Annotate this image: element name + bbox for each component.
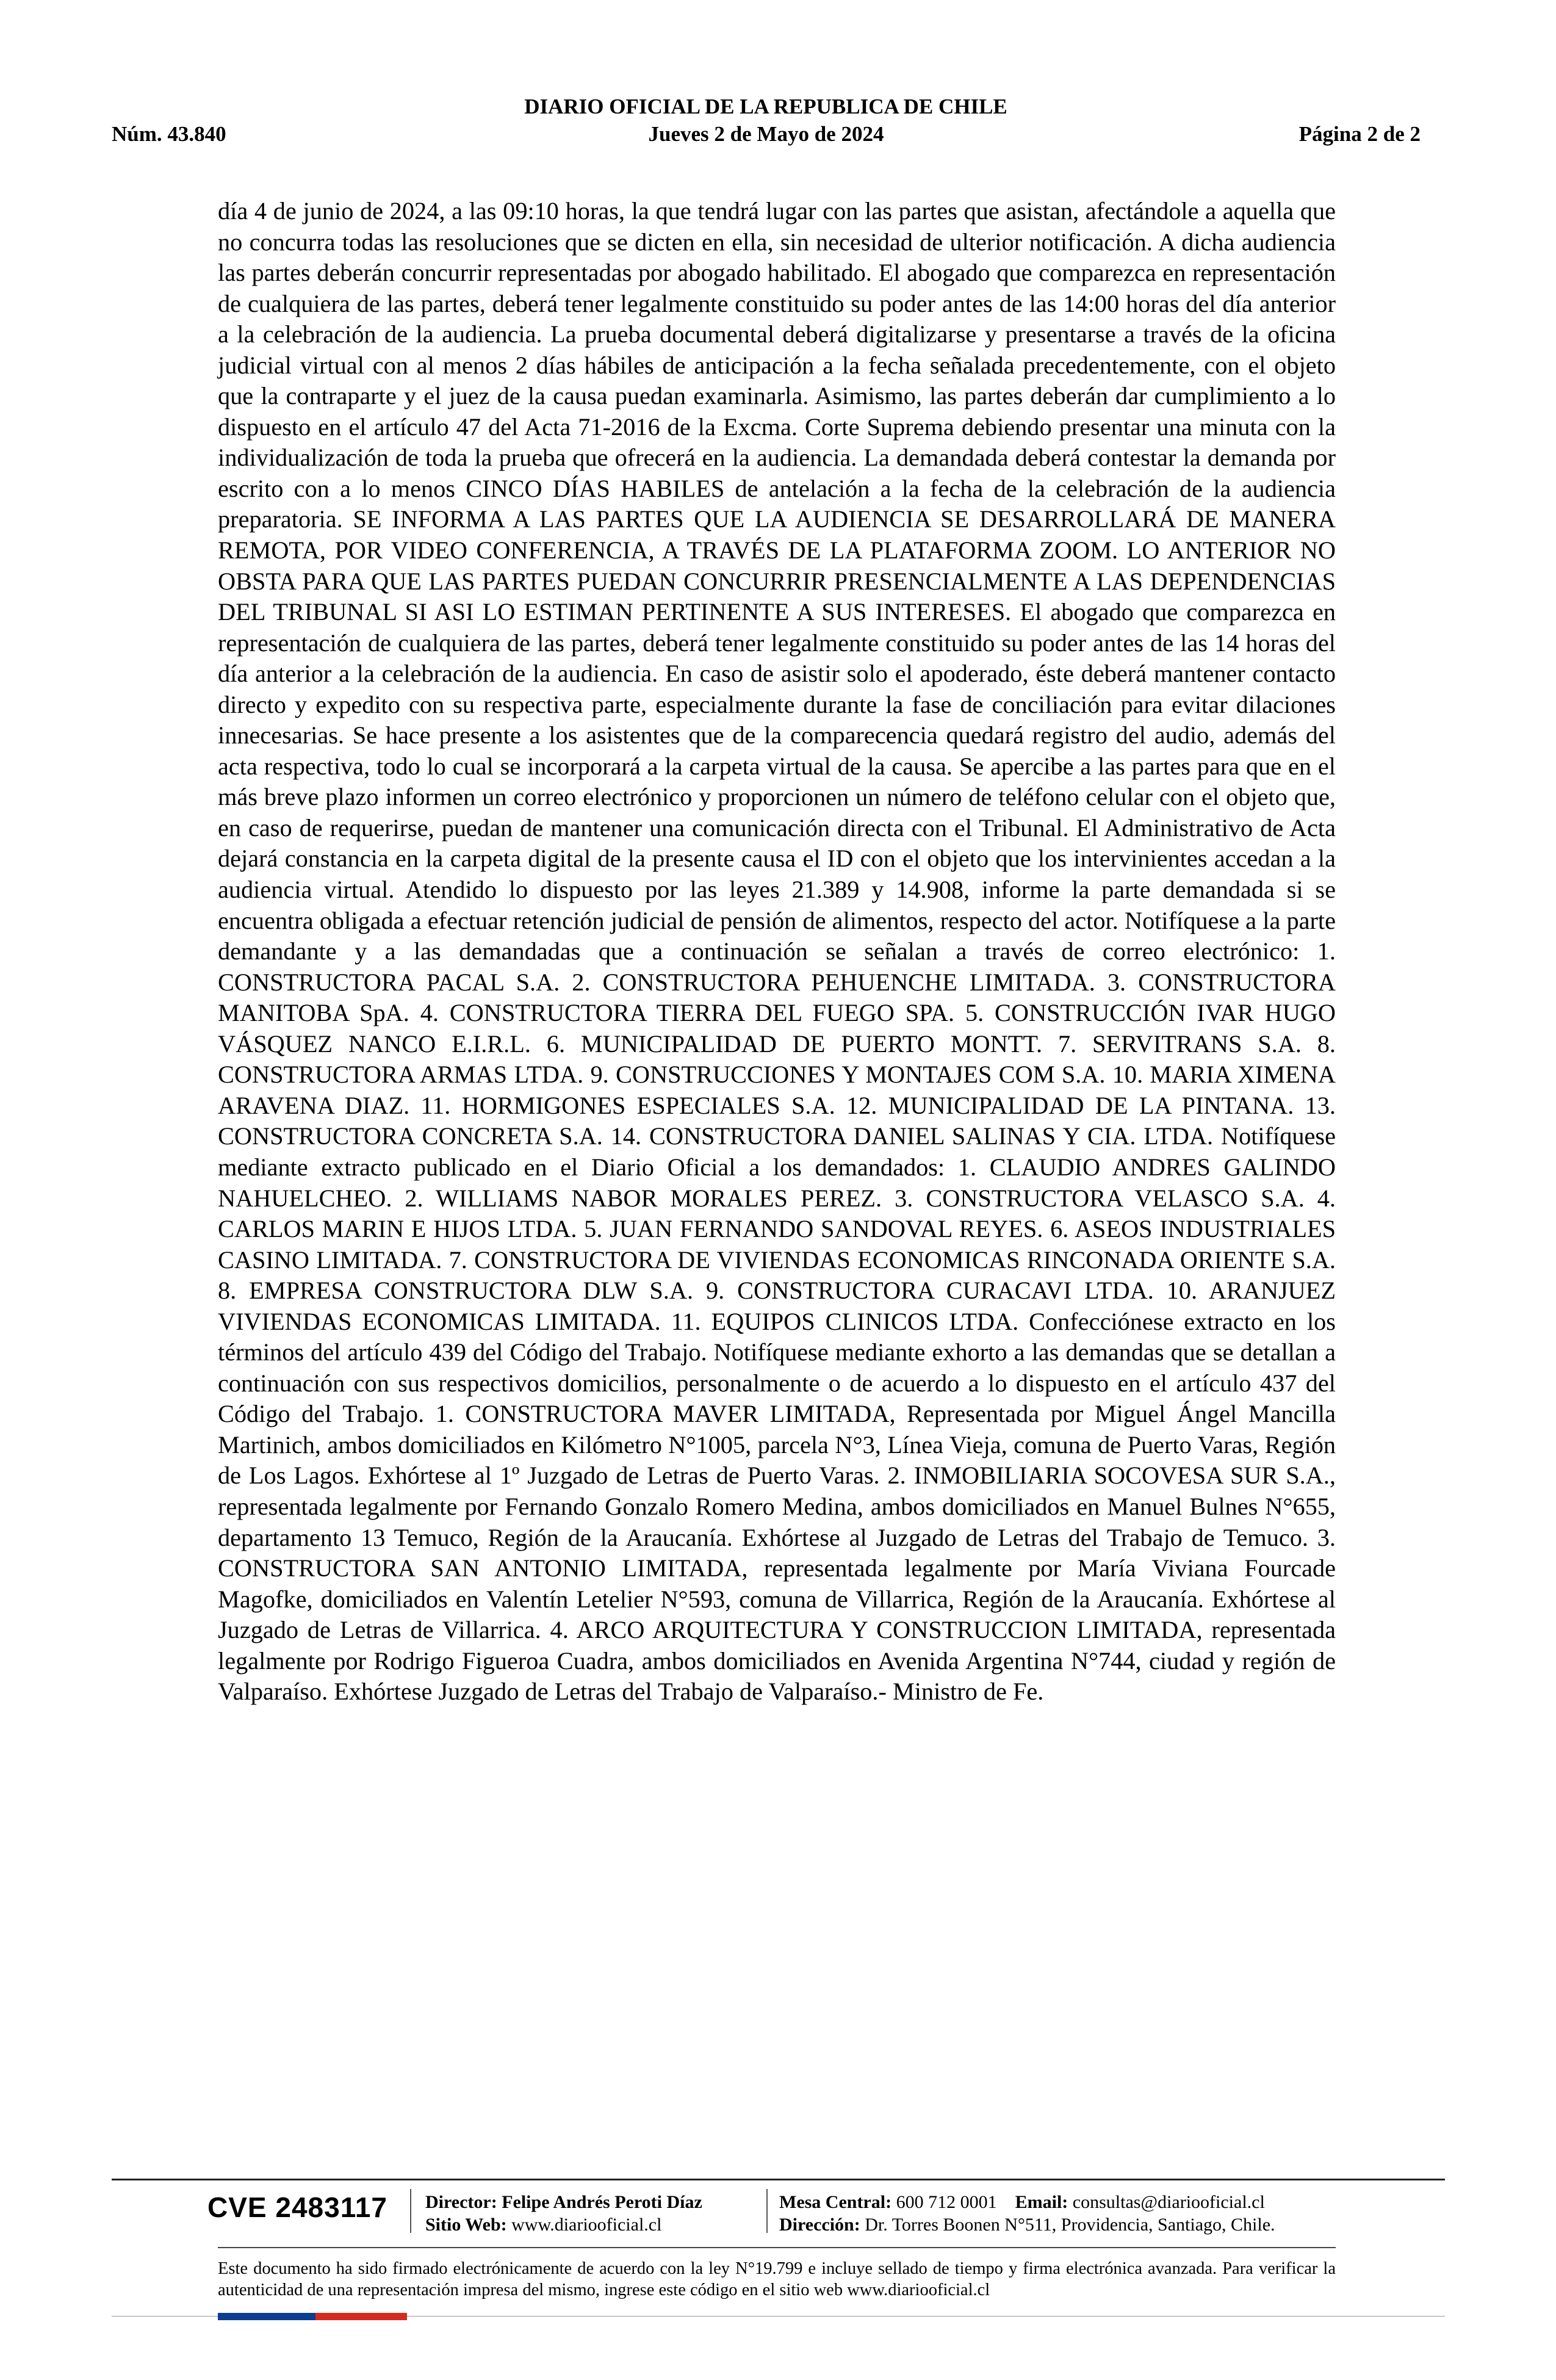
email-label: Email: — [1015, 2192, 1068, 2212]
site-label: Sitio Web: — [425, 2215, 507, 2235]
body-text: día 4 de junio de 2024, a las 09:10 horas, la que tendrá lugar con las partes que asistan, afectándole a aquella que no concurra todas las resoluciones que se dicten en ella, sin necesidad de ulterior notificación. A dicha audiencia las partes deberán concurrir representadas por abogado habilitado. El abogado que comparezca en representación de cualquiera de las partes, deberá tener legalmente constituido su poder antes de las 14:00 horas del día anterior a la celebración de la audiencia. La prueba documental deberá digitalizarse y presentarse a través de la oficina judicial virtual con al menos 2 días hábiles de anticipación a la fecha señalada precedentemente, con el objeto que la contraparte y el juez de la causa puedan examinarla. Asimismo, las partes deberán dar cumplimiento a lo dispuesto en el artículo 47 del Acta 71-2016 de la Excma. Corte Suprema debiendo presentar una minuta con la individualización de toda la prueba que ofrecerá en la audiencia. La demandada deberá contestar la demanda por escrito con a lo menos CINCO DÍAS HABILES de antelación a la fecha de la celebración de la audiencia preparatoria. SE INFORMA A LAS PARTES QUE LA AUDIENCIA SE DESARROLLARÁ DE MANERA REMOTA, POR VIDEO CONFERENCIA, A TRAVÉS DE LA PLATAFORMA ZOOM. LO ANTERIOR NO OBSTA PARA QUE LAS PARTES PUEDAN CONCURRIR PRESENCIALMENTE A LAS DEPENDENCIAS DEL TRIBUNAL SI ASI LO ESTIMAN PERTINENTE A SUS INTERESES. El abogado que comparezca en representación de cualquiera de las partes, deberá tener legalmente constituido su poder antes de las 14 horas del día anterior a la celebración de la audiencia. En caso de asistir solo el apoderado, éste deberá mantener contacto directo y expedito con su respectiva parte, especialmente durante la fase de conciliación para evitar dilaciones innecesarias. Se hace presente a los asistentes que de la comparecencia quedará registro del audio, además del acta respectiva, todo lo cual se incorporará a la carpeta virtual de la causa. Se apercibe a las partes para que en el más breve plazo informen un correo electrónico y proporcionen un número de teléfono celular con el objeto que, en caso de requerirse, puedan de mantener una comunicación directa con el Tribunal. El Administrativo de Acta dejará constancia en la carpeta digital de la presente causa el ID con el objeto que los intervinientes accedan a la audiencia virtual. Atendido lo dispuesto por las leyes 21.389 y 14.908, informe la parte demandada si se encuentra obligada a efectuar retención judicial de pensión de alimentos, respecto del actor. Notifíquese a la parte demandante y a las demandadas que a continuación se señalan a través de correo electrónico: 1. CONSTRUCTORA PACAL S.A. 2. CONSTRUCTORA PEHUENCHE LIMITADA. 3. CONSTRUCTORA MANITOBA SpA. 4. CONSTRUCTORA TIERRA DEL FUEGO SPA. 5. CONSTRUCCIÓN IVAR HUGO VÁSQUEZ NANCO E.I.R.L. 6. MUNICIPALIDAD DE PUERTO MONTT. 7. SERVITRANS S.A. 8. CONSTRUCTORA ARMAS LTDA. 9. CONSTRUCCIONES Y MONTAJES COM S.A. 10. MARIA XIMENA ARAVENA DIAZ. 11. HORMIGONES ESPECIALES S.A. 12. MUNICIPALIDAD DE LA PINTANA. 13. CONSTRUCTORA CONCRETA S.A. 14. CONSTRUCTORA DANIEL SALINAS Y CIA. LTDA. Notifíquese mediante extracto publicado en el Diario Oficial a los demandados: 1. CLAUDIO ANDRES GALINDO NAHUELCHEO. 2. WILLIAMS NABOR MORALES PEREZ. 3. CONSTRUCTORA VELASCO S.A. 4. CARLOS MARIN E HIJOS LTDA. 5. JUAN FERNANDO SANDOVAL REYES. 6. ASEOS INDUSTRIALES CASINO LIMITADA. 7. CONSTRUCTORA DE VIVIENDAS ECONOMICAS RINCONADA ORIENTE S.A. 8. EMPRESA CONSTRUCTORA DLW S.A. 9. CONSTRUCTORA CURACAVI LTDA. 10. ARANJUEZ VIVIENDAS ECONOMICAS LIMITADA. 11. EQUIPOS CLINICOS LTDA. Confecciónese extracto en los términos del artículo 439 del Código del Trabajo. Notifíquese mediante exhorto a las demandas que se detallan a continuación con sus respectivos domicilios, personalmente o de acuerdo a lo dispuesto en el artículo 437 del Código del Trabajo. 1. CONSTRUCTORA MAVER LIMITADA, Representada por Miguel Ángel Mancilla Martinich, ambos domiciliados en Kilómetro N°1005, parcela N°3, Línea Vieja, comuna de Puerto Varas, Región de Los Lagos. Exhórtese al 1º Juzgado de Letras de Puerto Varas. 2. INMOBILIARIA SOCOVESA SUR S.A., representada legalmente por Fernando Gonzalo Romero Medina, ambos domiciliados en Manuel Bulnes N°655, departamento 13 Temuco, Región de la Araucanía. Exhórtese al Juzgado de Letras del Trabajo de Temuco. 3. CONSTRUCTORA SAN ANTONIO LIMITADA, representada legalmente por María Viviana Fourcade Magofke, domiciliados en Valentín Letelier N°593, comuna de Villarrica, Región de la Araucanía. Exhórtese al Juzgado de Letras de Villarrica. 4. ARCO ARQUITECTURA Y CONSTRUCCION LIMITADA, representada legalmente por Rodrigo Figueroa Cuadra, ambos domiciliados en Avenida Argentina N°744, ciudad y región de Valparaíso. Exhórtese Juzgado de Letras del Trabajo de Valparaíso.- Ministro de Fe. — [218, 197, 1336, 1706]
footer-director-block — [425, 2191, 702, 2236]
footer-divider — [766, 2189, 768, 2233]
flag-stripe-blue — [218, 2313, 315, 2320]
director-name: Felipe Andrés Peroti Díaz — [502, 2192, 702, 2212]
issue-number: Núm. 43.840 — [112, 122, 226, 146]
page-header — [112, 122, 1421, 150]
footer-inner-rule — [218, 2247, 1336, 2248]
phone-label: Mesa Central: — [779, 2192, 892, 2212]
page-indicator: Página 2 de 2 — [1298, 122, 1421, 146]
issue-date: Jueves 2 de Mayo de 2024 — [648, 122, 884, 146]
director-label: Director: — [425, 2192, 497, 2212]
cve-code: CVE 2483117 — [207, 2191, 387, 2223]
footer-divider — [410, 2189, 411, 2233]
address-value: Dr. Torres Boonen N°511, Providencia, Santiago, Chile. — [865, 2215, 1275, 2235]
footer-top-rule — [112, 2179, 1445, 2180]
footer-contact-block — [779, 2191, 1275, 2236]
address-label: Dirección: — [779, 2215, 860, 2235]
legal-notice: Este documento ha sido firmado electrónicamente de acuerdo con la ley N°19.799 e incluye sellado de tiempo y firma electrónica avanzada. Para verificar la autenticidad de una representación impresa del mismo, ingrese este código en el sitio web www.diariooficial.cl — [218, 2259, 1336, 2299]
site-link[interactable]: www.diariooficial.cl — [511, 2215, 662, 2235]
phone-number: 600 712 0001 — [896, 2192, 997, 2212]
flag-stripe-red — [315, 2313, 407, 2320]
email-link[interactable]: consultas@diariooficial.cl — [1072, 2192, 1265, 2212]
newspaper-title: DIARIO OFICIAL DE LA REPUBLICA DE CHILE — [524, 95, 1007, 118]
